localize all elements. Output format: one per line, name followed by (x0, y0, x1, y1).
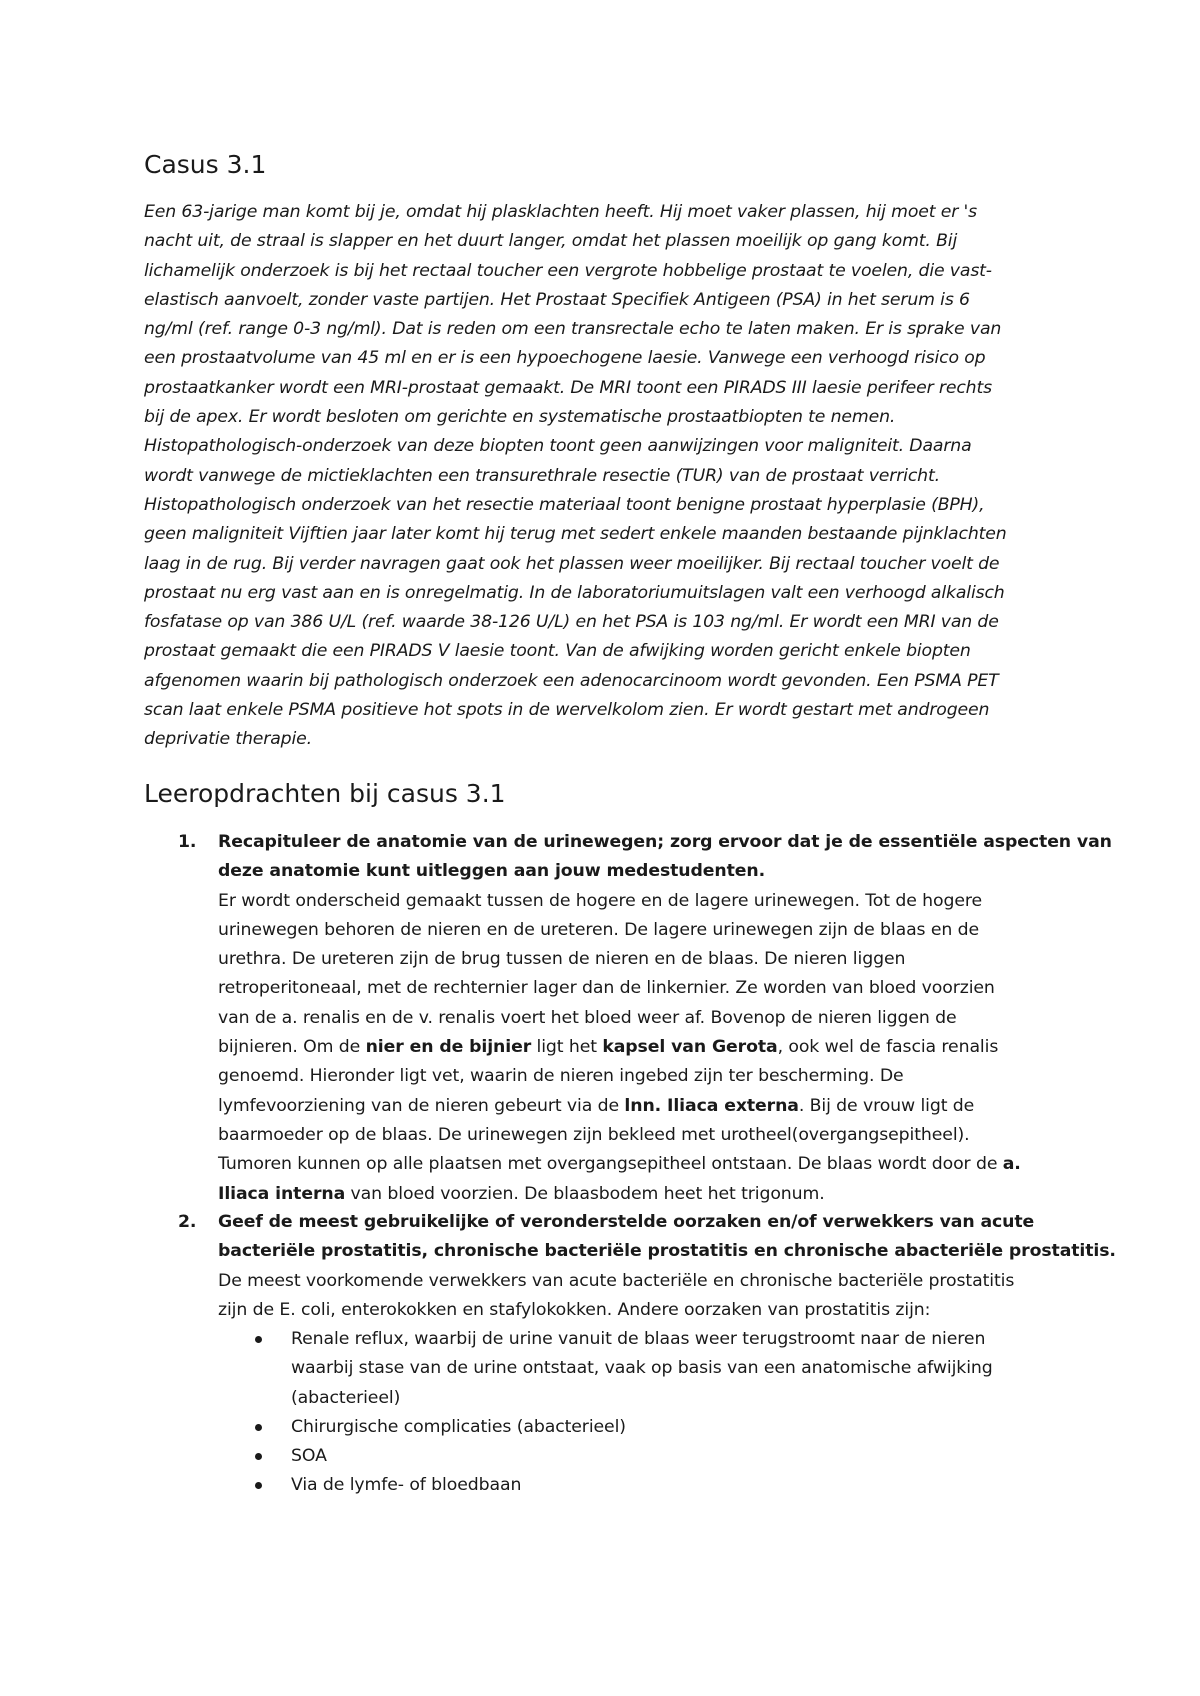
answer-line: baarmoeder op de blaas. De urinewegen zijn bekleed met urotheel(overgangsepitheel). (218, 1124, 970, 1145)
question-1-content (218, 828, 1112, 1209)
answer-emphasis: a. (1002, 1154, 1021, 1175)
intro-line: fosfatase op van 386 U/L (ref. waarde 38-126 U/L) en het PSA is 103 ng/ml. Er wordt een MRI van de (144, 612, 999, 633)
casus-title: Casus 3.1 (144, 150, 267, 179)
intro-line: afgenomen waarin bij pathologisch onderzoek een adenocarcinoom wordt gevonden. Een PSMA PET (144, 670, 999, 691)
answer-text: . Bij de vrouw ligt de (798, 1095, 975, 1116)
answer-emphasis: lnn. Iliaca externa (624, 1095, 799, 1116)
intro-line: nacht uit, de straal is slapper en het duurt langer, omdat het plassen moeilijk op gang komt. Bij (144, 231, 958, 252)
intro-line: Histopathologisch onderzoek van het resectie materiaal toont benigne prostaat hyperplasie (BPH), (144, 494, 985, 515)
intro-line: lichamelijk onderzoek is bij het rectaal toucher een vergrote hobbelige prostaat te voelen, die vast- (144, 260, 992, 281)
bullet-item (291, 1325, 1111, 1413)
bullet-list (291, 1325, 1111, 1501)
casus-intro (144, 198, 1054, 755)
bullet-line: SOA (291, 1446, 327, 1467)
question-number: 1. (178, 832, 197, 852)
bullet-line: (abacterieel) (291, 1387, 401, 1408)
answer-line: De meest voorkomende verwekkers van acute bacteriële en chronische bacteriële prostatitis (218, 1270, 1015, 1291)
question-title-line: deze anatomie kunt uitleggen aan jouw medestudenten. (218, 861, 766, 882)
intro-line: een prostaatvolume van 45 ml en er is een hypoechogene laesie. Vanwege een verhoogd risico op (144, 348, 986, 369)
question-title-line: Geef de meest gebruikelijke of veronderstelde oorzaken en/of verwekkers van acute (218, 1212, 1035, 1232)
question-2-content (218, 1208, 1116, 1325)
intro-line: scan laat enkele PSMA positieve hot spots in de wervelkolom zien. Er wordt gestart met androgeen (144, 700, 990, 721)
answer-line (218, 1033, 1078, 1062)
answer-line: Er wordt onderscheid gemaakt tussen de hogere en de lagere urinewegen. Tot de hogere (218, 890, 983, 911)
answer-line: urinewegen behoren de nieren en de ureteren. De lagere urinewegen zijn de blaas en de (218, 919, 980, 940)
intro-line: wordt vanwege de mictieklachten een transurethrale resectie (TUR) van de prostaat verricht. (144, 465, 940, 486)
answer-line (218, 1150, 1078, 1179)
leeropdrachten-title: Leeropdrachten bij casus 3.1 (144, 779, 506, 808)
answer-text: , ook wel de fascia renalis (777, 1037, 999, 1058)
answer-line (218, 1092, 1078, 1121)
answer-text: ligt het (531, 1037, 603, 1058)
intro-line: Een 63-jarige man komt bij je, omdat hij plasklachten heeft. Hij moet vaker plassen, hij moet er 's (144, 202, 977, 222)
bullet-dot-icon (255, 1482, 262, 1489)
answer-text: Tumoren kunnen op alle plaatsen met overgangsepitheel ontstaan. De blaas wordt door de (218, 1154, 1003, 1175)
bullet-item (291, 1471, 1111, 1500)
answer-emphasis: kapsel van Gerota (602, 1037, 778, 1058)
bullet-item (291, 1413, 1111, 1442)
answer-line: urethra. De ureteren zijn de brug tussen de nieren en de blaas. De nieren liggen (218, 949, 906, 970)
answer-text: lymfevoorziening van de nieren gebeurt via de (218, 1095, 625, 1116)
bullet-dot-icon (255, 1453, 262, 1460)
answer-line: van de a. renalis en de v. renalis voert het bloed weer af. Bovenop de nieren liggen de (218, 1007, 957, 1028)
intro-line: prostaat gemaakt die een PIRADS V laesie toont. Van de afwijking worden gericht enkele biopten (144, 641, 971, 662)
answer-emphasis: nier en de bijnier (365, 1037, 532, 1058)
question-title-line: bacteriële prostatitis, chronische bacteriële prostatitis en chronische abacteriële prostatitis. (218, 1241, 1116, 1262)
answer-line: genoemd. Hieronder ligt vet, waarin de nieren ingebed zijn ter bescherming. De (218, 1066, 904, 1087)
question-title-line: Recapituleer de anatomie van de urinewegen; zorg ervoor dat je de essentiële aspecten van (218, 832, 1112, 852)
intro-line: Histopathologisch-onderzoek van deze biopten toont geen aanwijzingen voor maligniteit. Daarna (144, 436, 972, 457)
bullet-item (291, 1442, 1111, 1471)
intro-line: prostaat nu erg vast aan en is onregelmatig. In de laboratoriumuitslagen valt een verhoogd alkalisch (144, 582, 1005, 603)
intro-line: prostaatkanker wordt een MRI-prostaat gemaakt. De MRI toont een PIRADS III laesie perifeer rechts (144, 377, 992, 398)
bullet-dot-icon (255, 1336, 262, 1343)
question-number: 2. (178, 1212, 197, 1232)
answer-text: van bloed voorzien. De blaasbodem heet het trigonum. (345, 1183, 825, 1204)
bullet-dot-icon (255, 1424, 262, 1431)
intro-line: deprivatie therapie. (144, 729, 312, 750)
answer-emphasis: Iliaca interna (218, 1183, 346, 1204)
bullet-line: Chirurgische complicaties (abacterieel) (291, 1416, 626, 1437)
bullet-line: Renale reflux, waarbij de urine vanuit de blaas weer terugstroomt naar de nieren (291, 1329, 986, 1349)
bullet-line: Via de lymfe- of bloedbaan (291, 1475, 522, 1496)
intro-line: laag in de rug. Bij verder navragen gaat ook het plassen weer moeilijker. Bij rectaal toucher voelt de (144, 553, 1000, 574)
intro-line: bij de apex. Er wordt besloten om gerichte en systematische prostaatbiopten te nemen. (144, 407, 896, 428)
answer-text: bijnieren. Om de (218, 1037, 366, 1058)
intro-line: ng/ml (ref. range 0-3 ng/ml). Dat is reden om een transrectale echo te laten maken. Er is sprake van (144, 319, 1002, 340)
answer-line: zijn de E. coli, enterokokken en stafylokokken. Andere oorzaken van prostatitis zijn: (218, 1299, 931, 1320)
answer-line: retroperitoneaal, met de rechternier lager dan de linkernier. Ze worden van bloed voorzien (218, 978, 995, 999)
bullet-line: waarbij stase van de urine ontstaat, vaak op basis van een anatomische afwijking (291, 1358, 993, 1379)
answer-line (218, 1180, 1078, 1209)
intro-line: elastisch aanvoelt, zonder vaste partijen. Het Prostaat Specifiek Antigeen (PSA) in het serum is 6 (144, 289, 970, 310)
intro-line: geen maligniteit Vijftien jaar later komt hij terug met sedert enkele maanden bestaande pijnklachten (144, 524, 1007, 545)
